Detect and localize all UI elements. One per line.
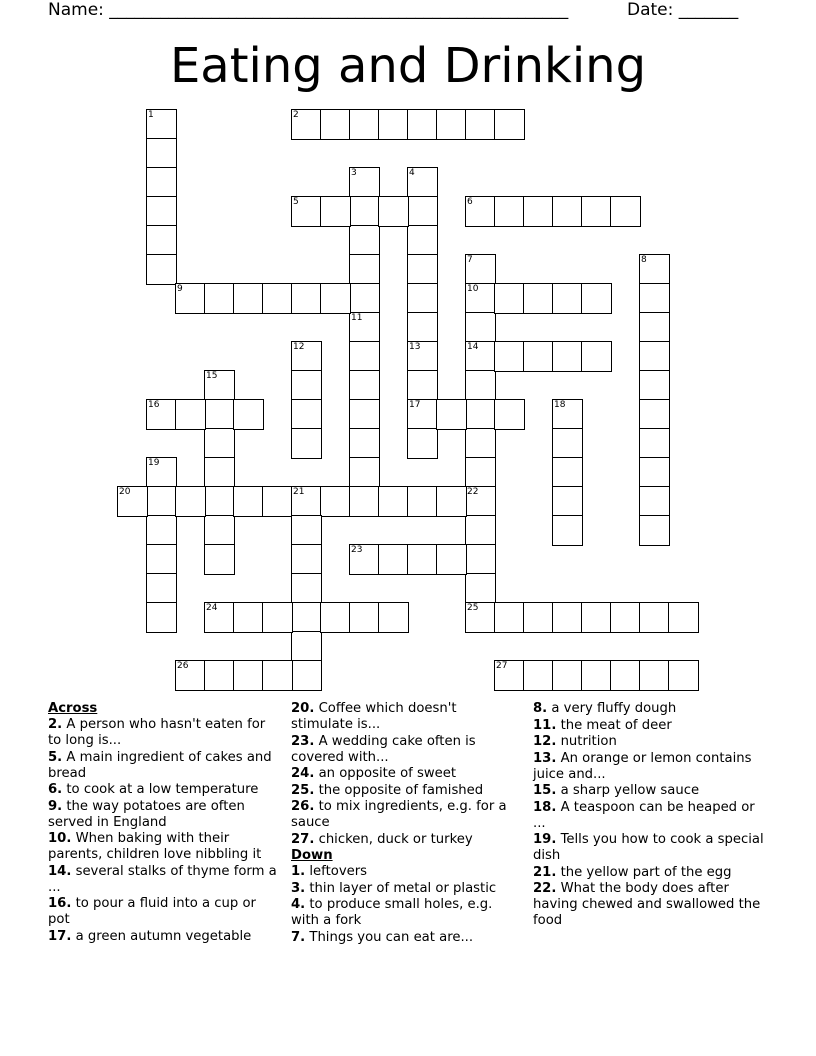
grid-cell[interactable] bbox=[494, 602, 525, 633]
grid-cell[interactable] bbox=[291, 486, 322, 517]
grid-cell[interactable] bbox=[349, 486, 380, 517]
grid-cell[interactable] bbox=[465, 602, 496, 633]
clue-across-17 bbox=[48, 929, 278, 945]
grid-cell[interactable] bbox=[291, 283, 322, 314]
grid-cell[interactable] bbox=[465, 283, 496, 314]
grid-cell[interactable] bbox=[175, 399, 206, 430]
cell-number: 6 bbox=[467, 197, 473, 207]
grid-cell[interactable] bbox=[320, 602, 351, 633]
grid-cell[interactable] bbox=[146, 138, 177, 169]
grid-cell[interactable] bbox=[436, 544, 467, 575]
grid-cell[interactable] bbox=[436, 486, 467, 517]
grid-cell[interactable] bbox=[378, 109, 409, 140]
grid-cell[interactable] bbox=[552, 428, 583, 459]
clue-down-3 bbox=[291, 881, 521, 897]
grid-cell[interactable] bbox=[523, 196, 554, 227]
grid-cell[interactable] bbox=[233, 660, 264, 691]
grid-cell[interactable] bbox=[552, 341, 583, 372]
clue-number: 1. bbox=[291, 864, 306, 879]
cell-number: 20 bbox=[119, 487, 131, 497]
cell-number: 23 bbox=[351, 545, 363, 555]
grid-cell[interactable] bbox=[233, 602, 264, 633]
grid-cell[interactable] bbox=[465, 370, 496, 401]
grid-cell[interactable] bbox=[204, 370, 235, 401]
clue-text: the meat of deer bbox=[560, 717, 672, 733]
down-heading: Down bbox=[291, 848, 333, 863]
clue-text: When baking with their parents, children love nibbling it bbox=[48, 831, 262, 862]
grid-cell[interactable] bbox=[320, 283, 351, 314]
grid-cell[interactable] bbox=[349, 370, 380, 401]
grid-cell[interactable] bbox=[494, 399, 525, 430]
grid-cell[interactable] bbox=[407, 544, 438, 575]
clue-text: Coffee which doesn't stimulate is... bbox=[291, 701, 457, 732]
grid-cell[interactable] bbox=[204, 544, 235, 575]
grid-cell[interactable] bbox=[552, 457, 583, 488]
clue-across-25 bbox=[291, 783, 521, 799]
clue-across-23 bbox=[291, 734, 521, 766]
grid-cell[interactable] bbox=[407, 341, 438, 372]
grid-cell[interactable] bbox=[291, 399, 322, 430]
grid-cell[interactable] bbox=[349, 283, 380, 314]
clue-across-20 bbox=[291, 701, 521, 733]
grid-cell[interactable] bbox=[378, 602, 409, 633]
grid-cell[interactable] bbox=[262, 660, 293, 691]
grid-cell[interactable] bbox=[407, 428, 438, 459]
grid-cell[interactable] bbox=[349, 254, 380, 285]
clue-down-13 bbox=[533, 751, 771, 783]
cell-number: 10 bbox=[467, 284, 479, 294]
cell-number: 27 bbox=[496, 661, 508, 671]
grid-cell[interactable] bbox=[146, 602, 177, 633]
grid-cell[interactable] bbox=[291, 196, 322, 227]
clue-text: to produce small holes, e.g. with a fork bbox=[291, 897, 493, 928]
cell-number: 7 bbox=[467, 255, 473, 265]
grid-cell[interactable] bbox=[349, 399, 380, 430]
grid-cell[interactable] bbox=[233, 486, 264, 517]
grid-cell[interactable] bbox=[494, 196, 525, 227]
clue-text: thin layer of metal or plastic bbox=[309, 880, 497, 896]
cell-number: 17 bbox=[409, 400, 421, 410]
grid-cell[interactable] bbox=[436, 109, 467, 140]
cell-number: 1 bbox=[148, 110, 154, 120]
clue-text: the yellow part of the egg bbox=[560, 864, 732, 880]
grid-cell[interactable] bbox=[552, 399, 583, 430]
grid-cell[interactable] bbox=[349, 312, 380, 343]
grid-cell[interactable] bbox=[175, 283, 206, 314]
clue-across-9 bbox=[48, 799, 278, 831]
grid-cell[interactable] bbox=[465, 457, 496, 488]
grid-cell[interactable] bbox=[146, 457, 177, 488]
clue-text: to mix ingredients, e.g. for a sauce bbox=[291, 799, 507, 830]
cell-number: 3 bbox=[351, 168, 357, 178]
clue-text: leftovers bbox=[309, 864, 368, 879]
grid-cell[interactable] bbox=[639, 428, 670, 459]
clue-text: an opposite of sweet bbox=[318, 766, 457, 781]
cell-number: 25 bbox=[467, 603, 479, 613]
grid-cell[interactable] bbox=[552, 660, 583, 691]
grid-cell[interactable] bbox=[494, 660, 525, 691]
grid-cell[interactable] bbox=[349, 457, 380, 488]
grid-cell[interactable] bbox=[320, 486, 351, 517]
grid-cell[interactable] bbox=[349, 341, 380, 372]
clue-across-27 bbox=[291, 832, 521, 848]
clue-number: 25. bbox=[291, 782, 315, 798]
clue-across-24 bbox=[291, 766, 521, 782]
clue-column-2 bbox=[291, 701, 521, 946]
clue-down-8 bbox=[533, 701, 771, 717]
grid-cell[interactable] bbox=[233, 283, 264, 314]
grid-cell[interactable] bbox=[146, 254, 177, 285]
grid-cell[interactable] bbox=[175, 486, 206, 517]
clue-text: A teaspoon can be heaped or ... bbox=[533, 799, 755, 831]
grid-cell[interactable] bbox=[291, 370, 322, 401]
grid-cell[interactable] bbox=[465, 312, 496, 343]
across-heading: Across bbox=[48, 701, 98, 716]
grid-cell[interactable] bbox=[639, 399, 670, 430]
grid-cell[interactable] bbox=[349, 167, 380, 198]
cell-number: 22 bbox=[467, 487, 479, 497]
clue-number: 18. bbox=[533, 799, 557, 815]
clue-number: 8. bbox=[533, 701, 548, 716]
cell-number: 16 bbox=[148, 400, 160, 410]
grid-cell[interactable] bbox=[291, 544, 322, 575]
grid-cell[interactable] bbox=[407, 167, 438, 198]
name-field-label: Name: ______________________________________________________ bbox=[48, 0, 569, 20]
grid-cell[interactable] bbox=[668, 660, 699, 691]
cell-number: 12 bbox=[293, 342, 305, 352]
grid-cell[interactable] bbox=[204, 283, 235, 314]
grid-cell[interactable] bbox=[465, 428, 496, 459]
clue-text: An orange or lemon contains juice and... bbox=[533, 750, 752, 782]
clue-down-1 bbox=[291, 864, 521, 880]
date-field-label: Date: _______ bbox=[627, 0, 739, 20]
grid-cell[interactable] bbox=[436, 399, 467, 430]
grid-cell[interactable] bbox=[494, 341, 525, 372]
grid-cell[interactable] bbox=[233, 399, 264, 430]
grid-cell[interactable] bbox=[407, 486, 438, 517]
grid-cell[interactable] bbox=[262, 283, 293, 314]
clue-text: chicken, duck or turkey bbox=[318, 831, 473, 847]
clue-across-14 bbox=[48, 864, 278, 896]
clue-number: 21. bbox=[533, 864, 557, 880]
cell-number: 26 bbox=[177, 661, 189, 671]
grid-cell[interactable] bbox=[523, 283, 554, 314]
grid-cell[interactable] bbox=[639, 515, 670, 546]
clue-text: A main ingredient of cakes and bread bbox=[48, 749, 272, 781]
grid-cell[interactable] bbox=[146, 544, 177, 575]
clue-text: several stalks of thyme form a ... bbox=[48, 863, 277, 895]
grid-cell[interactable] bbox=[581, 196, 612, 227]
cell-number: 4 bbox=[409, 168, 415, 178]
grid-cell[interactable] bbox=[291, 428, 322, 459]
grid-cell[interactable] bbox=[639, 254, 670, 285]
clue-text: the way potatoes are often served in England bbox=[48, 798, 245, 830]
clue-down-22 bbox=[533, 881, 771, 929]
clue-text: A wedding cake often is covered with... bbox=[291, 733, 476, 765]
clue-number: 26. bbox=[291, 799, 315, 814]
grid-cell[interactable] bbox=[610, 602, 641, 633]
grid-cell[interactable] bbox=[146, 109, 177, 140]
grid-cell[interactable] bbox=[291, 341, 322, 372]
clue-number: 4. bbox=[291, 897, 306, 912]
grid-cell[interactable] bbox=[581, 283, 612, 314]
grid-cell[interactable] bbox=[668, 602, 699, 633]
grid-cell[interactable] bbox=[610, 196, 641, 227]
clue-down-15 bbox=[533, 783, 771, 799]
clue-number: 24. bbox=[291, 766, 315, 781]
clue-number: 11. bbox=[533, 717, 557, 733]
grid-cell[interactable] bbox=[291, 660, 322, 691]
clue-number: 14. bbox=[48, 863, 72, 879]
grid-cell[interactable] bbox=[204, 428, 235, 459]
grid-cell[interactable] bbox=[552, 486, 583, 517]
grid-cell[interactable] bbox=[291, 631, 322, 662]
grid-cell[interactable] bbox=[523, 341, 554, 372]
clue-down-18 bbox=[533, 800, 771, 832]
clue-down-21 bbox=[533, 865, 771, 881]
cell-number: 13 bbox=[409, 342, 421, 352]
grid-cell[interactable] bbox=[581, 341, 612, 372]
grid-cell[interactable] bbox=[204, 399, 235, 430]
grid-cell[interactable] bbox=[407, 254, 438, 285]
grid-cell[interactable] bbox=[204, 602, 235, 633]
grid-cell[interactable] bbox=[523, 660, 554, 691]
clue-text: nutrition bbox=[560, 734, 617, 749]
grid-cell[interactable] bbox=[639, 370, 670, 401]
cell-number: 8 bbox=[641, 255, 647, 265]
cell-number: 19 bbox=[148, 458, 160, 468]
clue-number: 9. bbox=[48, 798, 63, 814]
clue-text: the opposite of famished bbox=[318, 782, 484, 798]
clue-down-19 bbox=[533, 832, 771, 864]
grid-cell[interactable] bbox=[291, 515, 322, 546]
grid-cell[interactable] bbox=[465, 544, 496, 575]
grid-cell[interactable] bbox=[552, 196, 583, 227]
grid-cell[interactable] bbox=[349, 602, 380, 633]
clue-down-12 bbox=[533, 734, 771, 750]
grid-cell[interactable] bbox=[349, 225, 380, 256]
grid-cell[interactable] bbox=[465, 254, 496, 285]
clue-number: 22. bbox=[533, 881, 557, 896]
clue-text: a very fluffy dough bbox=[551, 701, 677, 716]
grid-cell[interactable] bbox=[349, 544, 380, 575]
grid-cell[interactable] bbox=[146, 167, 177, 198]
clue-text: Things you can eat are... bbox=[309, 929, 474, 945]
clue-text: Tells you how to cook a special dish bbox=[533, 832, 764, 863]
grid-cell[interactable] bbox=[407, 225, 438, 256]
grid-cell[interactable] bbox=[378, 196, 409, 227]
grid-cell[interactable] bbox=[581, 660, 612, 691]
grid-cell[interactable] bbox=[146, 196, 177, 227]
clue-across-10 bbox=[48, 831, 278, 863]
clue-text: A person who hasn't eaten for to long is... bbox=[48, 717, 266, 748]
clue-number: 6. bbox=[48, 782, 63, 797]
grid-cell[interactable] bbox=[204, 486, 235, 517]
grid-cell[interactable] bbox=[639, 457, 670, 488]
clue-number: 13. bbox=[533, 750, 557, 766]
grid-cell[interactable] bbox=[552, 515, 583, 546]
clue-number: 23. bbox=[291, 733, 315, 749]
grid-cell[interactable] bbox=[146, 225, 177, 256]
clue-number: 7. bbox=[291, 929, 306, 945]
grid-cell[interactable] bbox=[639, 486, 670, 517]
grid-cell[interactable] bbox=[581, 602, 612, 633]
grid-cell[interactable] bbox=[146, 573, 177, 604]
cell-number: 18 bbox=[554, 400, 566, 410]
page-title: Eating and Drinking bbox=[169, 38, 647, 94]
clue-down-4 bbox=[291, 897, 521, 929]
cell-number: 21 bbox=[293, 487, 305, 497]
grid-cell[interactable] bbox=[407, 283, 438, 314]
grid-cell[interactable] bbox=[146, 399, 177, 430]
grid-cell[interactable] bbox=[378, 544, 409, 575]
grid-cell[interactable] bbox=[465, 573, 496, 604]
grid-cell[interactable] bbox=[204, 515, 235, 546]
grid-cell[interactable] bbox=[639, 341, 670, 372]
grid-cell[interactable] bbox=[349, 196, 380, 227]
clue-text: to pour a fluid into a cup or pot bbox=[48, 896, 256, 927]
clue-across-16 bbox=[48, 896, 278, 928]
cell-number: 2 bbox=[293, 110, 299, 120]
grid-cell[interactable] bbox=[639, 312, 670, 343]
grid-cell[interactable] bbox=[262, 602, 293, 633]
grid-cell[interactable] bbox=[552, 283, 583, 314]
grid-cell[interactable] bbox=[465, 515, 496, 546]
grid-cell[interactable] bbox=[378, 486, 409, 517]
grid-cell[interactable] bbox=[349, 109, 380, 140]
cell-number: 5 bbox=[293, 197, 299, 207]
cell-number: 11 bbox=[351, 313, 363, 323]
clue-number: 3. bbox=[291, 880, 306, 896]
clue-number: 17. bbox=[48, 928, 72, 944]
grid-cell[interactable] bbox=[291, 573, 322, 604]
grid-cell[interactable] bbox=[523, 602, 554, 633]
clue-down-11 bbox=[533, 718, 771, 734]
grid-cell[interactable] bbox=[407, 370, 438, 401]
grid-cell[interactable] bbox=[552, 602, 583, 633]
clue-text: What the body does after having chewed and swallowed the food bbox=[533, 881, 761, 928]
clue-number: 10. bbox=[48, 831, 72, 846]
grid-cell[interactable] bbox=[175, 660, 206, 691]
cell-number: 14 bbox=[467, 342, 479, 352]
grid-cell[interactable] bbox=[407, 312, 438, 343]
clue-number: 15. bbox=[533, 783, 557, 798]
clue-across-26 bbox=[291, 799, 521, 831]
clue-across-2 bbox=[48, 717, 278, 749]
clue-number: 5. bbox=[48, 749, 63, 765]
grid-cell[interactable] bbox=[204, 660, 235, 691]
clue-column-1 bbox=[48, 701, 278, 945]
clue-text: a sharp yellow sauce bbox=[560, 783, 700, 798]
clue-text: a green autumn vegetable bbox=[75, 928, 252, 944]
grid-cell[interactable] bbox=[610, 660, 641, 691]
grid-cell[interactable] bbox=[262, 486, 293, 517]
grid-cell[interactable] bbox=[465, 109, 496, 140]
grid-cell[interactable] bbox=[349, 428, 380, 459]
clue-number: 12. bbox=[533, 734, 557, 749]
grid-cell[interactable] bbox=[465, 399, 496, 430]
grid-cell[interactable] bbox=[407, 196, 438, 227]
grid-cell[interactable] bbox=[291, 602, 322, 633]
grid-cell[interactable] bbox=[639, 602, 670, 633]
clue-across-6 bbox=[48, 782, 278, 798]
clue-across-5 bbox=[48, 750, 278, 782]
cell-number: 15 bbox=[206, 371, 218, 381]
grid-cell[interactable] bbox=[639, 660, 670, 691]
grid-cell[interactable] bbox=[494, 109, 525, 140]
grid-cell[interactable] bbox=[465, 196, 496, 227]
grid-cell[interactable] bbox=[291, 109, 322, 140]
grid-cell[interactable] bbox=[465, 341, 496, 372]
cell-number: 24 bbox=[206, 603, 218, 613]
grid-cell[interactable] bbox=[494, 283, 525, 314]
grid-cell[interactable] bbox=[407, 109, 438, 140]
grid-cell[interactable] bbox=[465, 486, 496, 517]
grid-cell[interactable] bbox=[146, 486, 177, 517]
clue-column-3 bbox=[533, 701, 771, 930]
clue-number: 27. bbox=[291, 831, 315, 847]
grid-cell[interactable] bbox=[639, 283, 670, 314]
grid-cell[interactable] bbox=[407, 399, 438, 430]
clue-number: 2. bbox=[48, 717, 63, 732]
clue-number: 16. bbox=[48, 896, 72, 911]
grid-cell[interactable] bbox=[320, 109, 351, 140]
clue-number: 19. bbox=[533, 832, 557, 847]
clue-text: to cook at a low temperature bbox=[66, 782, 259, 797]
cell-number: 9 bbox=[177, 284, 183, 294]
grid-cell[interactable] bbox=[204, 457, 235, 488]
grid-cell[interactable] bbox=[320, 196, 351, 227]
grid-cell[interactable] bbox=[117, 486, 148, 517]
grid-cell[interactable] bbox=[146, 515, 177, 546]
clue-number: 20. bbox=[291, 701, 315, 716]
clue-down-7 bbox=[291, 930, 521, 946]
